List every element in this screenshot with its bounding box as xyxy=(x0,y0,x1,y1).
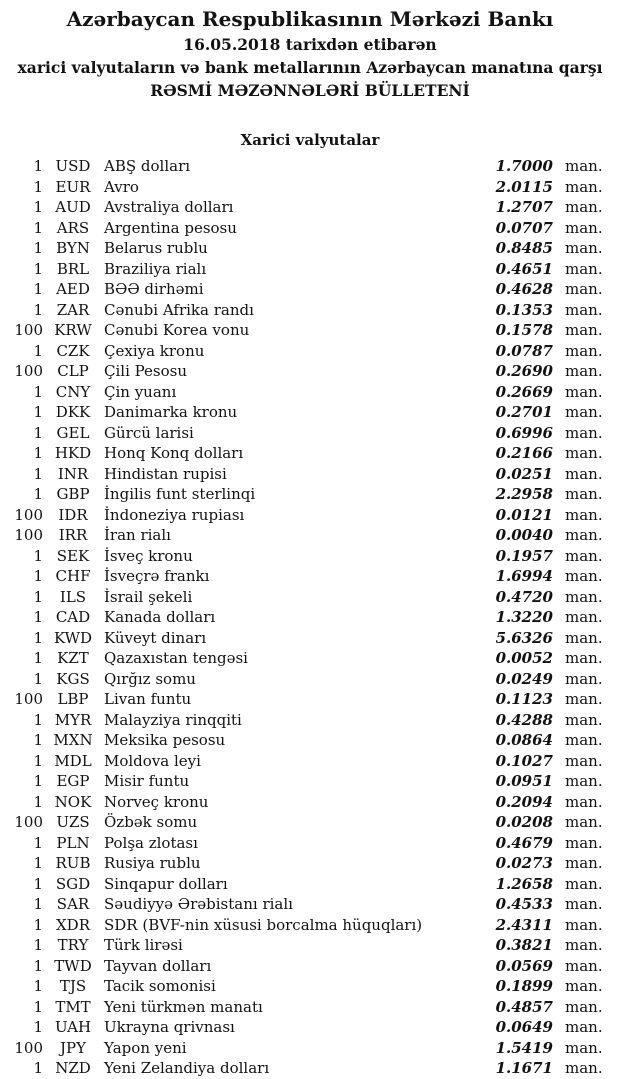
currency-name: Misir funtu xyxy=(104,772,190,790)
rate-value: 0.0121 xyxy=(495,505,553,524)
rate-unit: man. xyxy=(565,813,603,831)
rate-quantity: 1 xyxy=(33,587,43,606)
rate-row xyxy=(0,997,603,1018)
rate-unit: man. xyxy=(565,874,603,893)
rate-quantity: 100 xyxy=(14,362,43,380)
rate-quantity: 1 xyxy=(33,1059,43,1077)
bank-name-title: Azərbaycan Respublikasının Mərkəzi Bankı xyxy=(66,7,554,31)
currency-name: Çexiya kronu xyxy=(104,341,205,360)
rate-row xyxy=(0,464,603,485)
currency-name: ABŞ dolları xyxy=(104,157,191,175)
rate-row xyxy=(0,238,603,259)
currency-code: ZAR xyxy=(56,300,90,319)
currency-code: KRW xyxy=(54,321,92,339)
rate-value: 0.0249 xyxy=(495,669,553,688)
currency-code: UZS xyxy=(56,813,90,831)
rate-row xyxy=(0,1038,603,1059)
currency-name: Tayvan dolları xyxy=(104,956,212,975)
currency-name: Çin yuanı xyxy=(104,382,177,401)
currency-name: Cənubi Afrika randı xyxy=(104,300,254,319)
rate-row xyxy=(0,853,603,874)
currency-code: KWD xyxy=(53,628,93,647)
rate-quantity: 1 xyxy=(33,259,43,278)
currency-name: Norveç kronu xyxy=(104,792,209,811)
rate-value: 0.0787 xyxy=(495,341,553,360)
rate-row xyxy=(0,792,603,813)
rate-unit: man. xyxy=(565,157,603,175)
rate-quantity: 1 xyxy=(33,874,43,893)
rate-unit: man. xyxy=(565,464,603,483)
currency-code: USD xyxy=(55,157,91,175)
rate-unit: man. xyxy=(565,505,603,524)
rate-unit: man. xyxy=(565,280,603,298)
rate-value: 0.1027 xyxy=(495,751,553,770)
currency-name: Küveyt dinarı xyxy=(104,628,207,647)
rate-quantity: 1 xyxy=(33,936,43,954)
rate-row xyxy=(0,320,603,341)
rate-unit: man. xyxy=(565,259,603,278)
rate-quantity: 1 xyxy=(33,464,43,483)
rate-unit: man. xyxy=(565,526,603,544)
rate-row xyxy=(0,566,603,587)
rate-quantity: 1 xyxy=(33,177,43,196)
bulletin-subtitle: xarici valyutaların və bank metallarının Azərbaycan manatına qarşı xyxy=(17,58,603,77)
rate-unit: man. xyxy=(565,177,603,196)
rate-value: 0.4533 xyxy=(495,895,553,913)
rate-value: 0.3821 xyxy=(495,936,553,954)
currency-name: Çili Pesosu xyxy=(104,362,188,380)
currency-name: Hindistan rupisi xyxy=(104,464,227,483)
rate-row xyxy=(0,177,603,198)
currency-code: ILS xyxy=(59,587,87,606)
rate-row xyxy=(0,361,603,382)
currency-name: Yeni türkmən manatı xyxy=(104,997,263,1016)
rate-unit: man. xyxy=(565,915,603,934)
rate-row xyxy=(0,505,603,526)
rate-value: 0.2690 xyxy=(495,362,553,380)
currency-code: CLP xyxy=(57,362,89,380)
currency-code: RUB xyxy=(55,854,91,872)
rate-value: 0.4628 xyxy=(495,280,553,298)
rate-quantity: 1 xyxy=(33,792,43,811)
bulletin-title: RƏSMİ MƏZƏNNƏLƏRİ BÜLLETENİ xyxy=(150,81,470,100)
rate-row xyxy=(0,546,603,567)
rate-unit: man. xyxy=(565,300,603,319)
rate-quantity: 1 xyxy=(33,382,43,401)
bulletin-header xyxy=(0,0,620,102)
rate-value: 0.4288 xyxy=(495,710,553,729)
rate-quantity: 100 xyxy=(14,1038,43,1057)
rate-quantity: 1 xyxy=(33,710,43,729)
rate-unit: man. xyxy=(565,1059,603,1077)
rate-row xyxy=(0,833,603,854)
rate-row xyxy=(0,1017,603,1038)
rate-quantity: 1 xyxy=(33,403,43,421)
rate-value: 0.0273 xyxy=(495,854,553,872)
currency-code: SAR xyxy=(56,895,90,913)
rate-value: 1.3220 xyxy=(495,608,553,626)
rate-quantity: 1 xyxy=(33,854,43,872)
rate-value: 0.0569 xyxy=(495,956,553,975)
rate-row xyxy=(0,935,603,956)
rate-value: 0.1353 xyxy=(495,300,553,319)
currency-code: EUR xyxy=(55,177,91,196)
rate-quantity: 1 xyxy=(33,649,43,667)
currency-code: UAH xyxy=(54,1018,92,1036)
rate-row xyxy=(0,710,603,731)
currency-code: JPY xyxy=(59,1038,86,1057)
currency-code: IRR xyxy=(58,526,88,544)
rate-value: 0.0208 xyxy=(495,813,553,831)
rate-quantity: 1 xyxy=(33,956,43,975)
currency-code: AUD xyxy=(55,198,91,216)
rate-value: 0.2669 xyxy=(495,382,553,401)
rate-row xyxy=(0,751,603,772)
currency-name: Danimarka kronu xyxy=(104,403,238,421)
currency-code: GBP xyxy=(56,485,90,503)
currency-name: İngilis funt sterlinqi xyxy=(104,485,256,503)
currency-code: IDR xyxy=(58,505,88,524)
rate-value: 0.0951 xyxy=(495,772,553,790)
rate-unit: man. xyxy=(565,833,603,852)
rate-quantity: 1 xyxy=(33,997,43,1016)
rate-quantity: 1 xyxy=(33,977,43,995)
currency-code: KGS xyxy=(56,669,90,688)
rate-value: 5.6326 xyxy=(495,628,553,647)
currency-code: AED xyxy=(56,280,90,298)
rate-quantity: 1 xyxy=(33,157,43,175)
currency-code: KZT xyxy=(57,649,89,667)
rate-row xyxy=(0,976,603,997)
rate-quantity: 1 xyxy=(33,751,43,770)
rate-value: 1.1671 xyxy=(495,1059,553,1077)
currency-name: İsrail şekeli xyxy=(104,587,193,606)
rate-row xyxy=(0,197,603,218)
rate-row xyxy=(0,484,603,505)
rate-unit: man. xyxy=(565,587,603,606)
currency-name: Yeni Zelandiya dolları xyxy=(104,1059,270,1077)
rate-row xyxy=(0,915,603,936)
currency-name: Kanada dolları xyxy=(104,608,216,626)
rate-unit: man. xyxy=(565,977,603,995)
rate-row xyxy=(0,1058,603,1079)
currency-name: Braziliya rialı xyxy=(104,259,207,278)
currency-code: DKK xyxy=(55,403,91,421)
rate-quantity: 1 xyxy=(33,731,43,749)
rate-value: 0.8485 xyxy=(495,239,553,257)
rate-unit: man. xyxy=(565,710,603,729)
currency-code: CNY xyxy=(55,382,91,401)
rate-quantity: 1 xyxy=(33,546,43,565)
rate-value: 2.0115 xyxy=(495,177,553,196)
currency-name: Moldova leyi xyxy=(104,751,201,770)
currency-code: CZK xyxy=(56,341,90,360)
rate-row xyxy=(0,689,603,710)
rate-unit: man. xyxy=(565,690,603,708)
currency-name: Sinqapur dolları xyxy=(104,874,228,893)
rate-unit: man. xyxy=(565,956,603,975)
rate-row xyxy=(0,648,603,669)
rate-unit: man. xyxy=(565,895,603,913)
currency-name: Yapon yeni xyxy=(104,1038,187,1057)
rate-quantity: 1 xyxy=(33,608,43,626)
rate-quantity: 1 xyxy=(33,218,43,237)
rate-unit: man. xyxy=(565,1018,603,1036)
currency-name: Malayziya rinqqiti xyxy=(104,710,242,729)
rate-row xyxy=(0,894,603,915)
rate-quantity: 1 xyxy=(33,1018,43,1036)
rate-quantity: 1 xyxy=(33,833,43,852)
rate-value: 2.2958 xyxy=(495,485,553,503)
rate-unit: man. xyxy=(565,997,603,1016)
rates-table xyxy=(0,156,620,1079)
rate-quantity: 1 xyxy=(33,198,43,216)
currency-name: SDR (BVF-nin xüsusi borcalma hüquqları) xyxy=(104,915,423,934)
currency-code: MXN xyxy=(53,731,93,749)
currency-name: Avstraliya dolları xyxy=(104,198,234,216)
rate-unit: man. xyxy=(565,608,603,626)
currency-name: Qazaxıstan tengəsi xyxy=(104,649,248,667)
currency-code: TRY xyxy=(57,936,89,954)
currency-name: İndoneziya rupiası xyxy=(104,505,245,524)
currency-name: Rusiya rublu xyxy=(104,854,201,872)
currency-name: Cənubi Korea vonu xyxy=(104,321,250,339)
rate-quantity: 1 xyxy=(33,485,43,503)
currency-name: Ukrayna qrivnası xyxy=(104,1018,235,1036)
rate-value: 0.4720 xyxy=(495,587,553,606)
rate-row xyxy=(0,587,603,608)
rate-value: 1.2658 xyxy=(495,874,553,893)
rate-value: 0.0707 xyxy=(495,218,553,237)
currency-code: TJS xyxy=(59,977,87,995)
rate-row xyxy=(0,423,603,444)
rate-quantity: 1 xyxy=(33,341,43,360)
rate-row xyxy=(0,525,603,546)
currency-name: İsveçrə frankı xyxy=(104,567,210,585)
currency-name: Özbək somu xyxy=(104,813,198,831)
currency-code: MYR xyxy=(54,710,92,729)
currency-code: CAD xyxy=(55,608,91,626)
rate-value: 0.4651 xyxy=(495,259,553,278)
rate-quantity: 1 xyxy=(33,300,43,319)
currency-name: Türk lirəsi xyxy=(104,936,183,954)
rate-quantity: 1 xyxy=(33,444,43,462)
currency-code: BRL xyxy=(56,259,90,278)
currency-name: Səudiyyə Ərəbistanı rialı xyxy=(104,895,293,913)
rate-row xyxy=(0,669,603,690)
rate-unit: man. xyxy=(565,444,603,462)
rate-value: 0.2166 xyxy=(495,444,553,462)
rate-row xyxy=(0,956,603,977)
rate-value: 0.4857 xyxy=(495,997,553,1016)
rate-quantity: 1 xyxy=(33,628,43,647)
rate-unit: man. xyxy=(565,669,603,688)
rate-unit: man. xyxy=(565,649,603,667)
rate-quantity: 1 xyxy=(33,915,43,934)
rate-unit: man. xyxy=(565,936,603,954)
rate-quantity: 100 xyxy=(14,505,43,524)
currency-code: GEL xyxy=(56,423,90,442)
rate-quantity: 1 xyxy=(33,895,43,913)
rate-value: 0.1899 xyxy=(495,977,553,995)
rate-row xyxy=(0,812,603,833)
currency-code: HKD xyxy=(54,444,92,462)
rate-unit: man. xyxy=(565,321,603,339)
currency-code: CHF xyxy=(55,567,91,585)
rate-value: 0.0040 xyxy=(495,526,553,544)
rate-value: 0.2094 xyxy=(495,792,553,811)
rate-row xyxy=(0,259,603,280)
rate-unit: man. xyxy=(565,198,603,216)
currency-code: SEK xyxy=(56,546,90,565)
rate-row xyxy=(0,341,603,362)
currency-code: BYN xyxy=(56,239,90,257)
currency-code: NOK xyxy=(54,792,92,811)
currency-code: MDL xyxy=(54,751,92,770)
rate-unit: man. xyxy=(565,485,603,503)
currency-code: TMT xyxy=(55,997,91,1016)
rate-row xyxy=(0,443,603,464)
currency-name: Argentina pesosu xyxy=(104,218,237,237)
rate-quantity: 1 xyxy=(33,772,43,790)
rate-value: 1.6994 xyxy=(495,567,553,585)
rate-value: 0.1578 xyxy=(495,321,553,339)
currency-name: İran rialı xyxy=(104,526,171,544)
rate-quantity: 1 xyxy=(33,423,43,442)
rate-unit: man. xyxy=(565,567,603,585)
currency-name: Polşa zlotası xyxy=(104,833,198,852)
rate-row xyxy=(0,874,603,895)
rate-unit: man. xyxy=(565,731,603,749)
currency-code: NZD xyxy=(55,1059,91,1077)
rate-value: 0.0052 xyxy=(495,649,553,667)
currency-name: Gürcü larisi xyxy=(104,423,194,442)
currency-name: Meksika pesosu xyxy=(104,731,226,749)
rate-row xyxy=(0,730,603,751)
currency-name: BƏƏ dirhəmi xyxy=(104,280,204,298)
rate-value: 0.0864 xyxy=(495,731,553,749)
rate-row xyxy=(0,279,603,300)
rate-value: 2.4311 xyxy=(495,915,553,934)
currency-name: Livan funtu xyxy=(104,690,192,708)
rate-unit: man. xyxy=(565,751,603,770)
currency-name: Avro xyxy=(104,177,139,196)
rate-value: 0.0649 xyxy=(495,1018,553,1036)
rate-unit: man. xyxy=(565,628,603,647)
rate-row xyxy=(0,218,603,239)
rate-value: 0.1123 xyxy=(495,690,553,708)
rate-row xyxy=(0,382,603,403)
section-title-foreign-currencies: Xarici valyutalar xyxy=(240,131,380,149)
rate-unit: man. xyxy=(565,772,603,790)
currency-code: INR xyxy=(57,464,89,483)
rate-value: 0.1957 xyxy=(495,546,553,565)
currency-code: PLN xyxy=(56,833,90,852)
currency-name: Belarus rublu xyxy=(104,239,208,257)
rate-value: 1.2707 xyxy=(495,198,553,216)
rate-value: 0.0251 xyxy=(495,464,553,483)
currency-code: ARS xyxy=(56,218,90,237)
rate-unit: man. xyxy=(565,239,603,257)
rate-unit: man. xyxy=(565,341,603,360)
rate-unit: man. xyxy=(565,362,603,380)
rate-unit: man. xyxy=(565,1038,603,1057)
rate-quantity: 1 xyxy=(33,239,43,257)
rate-unit: man. xyxy=(565,423,603,442)
rate-row xyxy=(0,156,603,177)
rate-quantity: 100 xyxy=(14,813,43,831)
rate-value: 1.7000 xyxy=(495,157,553,175)
rate-row xyxy=(0,300,603,321)
rate-row xyxy=(0,402,603,423)
rate-value: 0.2701 xyxy=(495,403,553,421)
rate-quantity: 1 xyxy=(33,669,43,688)
currency-code: LBP xyxy=(57,690,89,708)
rate-unit: man. xyxy=(565,854,603,872)
currency-name: Tacik somonisi xyxy=(104,977,216,995)
rate-unit: man. xyxy=(565,792,603,811)
rate-value: 0.4679 xyxy=(495,833,553,852)
currency-name: Qırğız somu xyxy=(104,669,196,688)
rate-quantity: 100 xyxy=(14,526,43,544)
rate-quantity: 1 xyxy=(33,567,43,585)
rate-value: 1.5419 xyxy=(495,1038,553,1057)
rate-quantity: 1 xyxy=(33,280,43,298)
rate-unit: man. xyxy=(565,546,603,565)
rate-unit: man. xyxy=(565,218,603,237)
rate-row xyxy=(0,771,603,792)
rate-quantity: 100 xyxy=(14,321,43,339)
currency-code: SGD xyxy=(55,874,91,893)
rate-unit: man. xyxy=(565,403,603,421)
currency-code: EGP xyxy=(56,772,90,790)
effective-date-line: 16.05.2018 tarixdən etibarən xyxy=(183,35,437,54)
currency-code: TWD xyxy=(54,956,92,975)
rate-value: 0.6996 xyxy=(495,423,553,442)
rate-row xyxy=(0,628,603,649)
currency-name: Honq Konq dolları xyxy=(104,444,244,462)
rate-unit: man. xyxy=(565,382,603,401)
currency-name: İsveç kronu xyxy=(104,546,193,565)
currency-code: XDR xyxy=(56,915,90,934)
rate-quantity: 100 xyxy=(14,690,43,708)
rate-row xyxy=(0,607,603,628)
